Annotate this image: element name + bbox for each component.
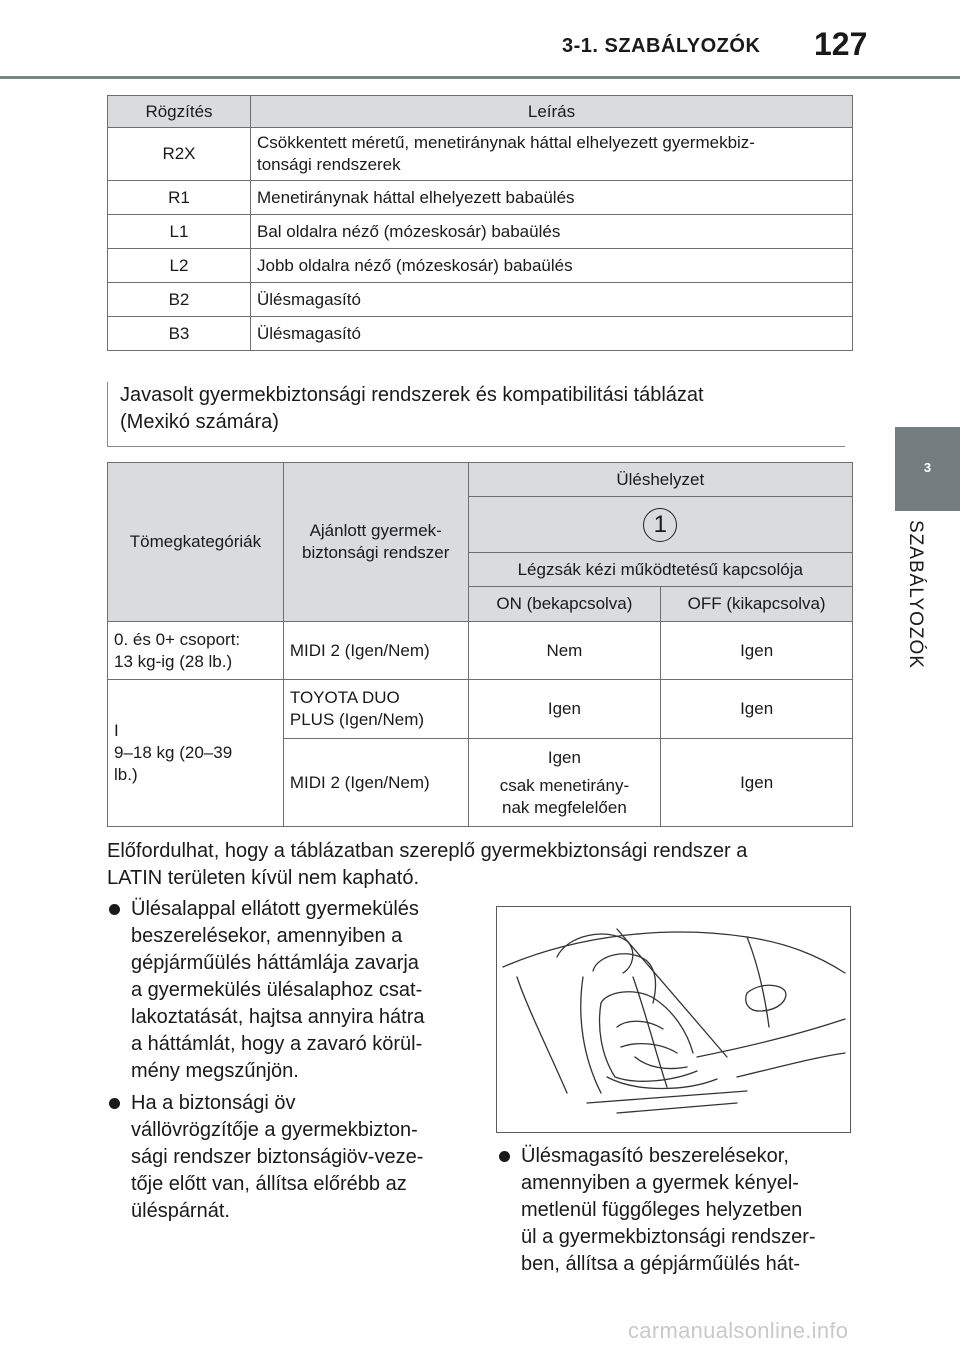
bullet-booster-seat [497, 1143, 847, 1278]
fixing-description [251, 128, 853, 181]
fixing-description: Menetiránynak háttal elhelyezett babaülés [251, 181, 853, 215]
table-row [108, 215, 853, 249]
table-header-row [108, 96, 853, 128]
cell-line: nak megfelelően [502, 797, 627, 817]
availability-note [107, 838, 847, 892]
table-row [108, 181, 853, 215]
fixing-description: Ülésmagasító [251, 317, 853, 351]
bullet-line: beszerelésekor, amennyiben a [131, 925, 403, 947]
compatibility-subheading [107, 382, 845, 447]
cell-line: Igen [547, 747, 581, 767]
fixing-description: Bal oldalra néző (mózeskosár) babaülés [251, 215, 853, 249]
table-row [108, 317, 853, 351]
header-line: Ajánlott gyermek- [309, 521, 442, 540]
header-on: ON (bekapcsolva) [468, 587, 661, 622]
bullet-line: Ha a biztonsági öv [131, 1092, 296, 1114]
watermark: carmanualsonline.info [628, 1318, 849, 1343]
cell-line: PLUS (Igen/Nem) [289, 710, 425, 729]
section-title: 3-1. SZABÁLYOZÓK [562, 35, 761, 57]
seat-number-circle: 1 [643, 508, 677, 542]
table-row [108, 283, 853, 317]
fixing-code: R2X [108, 128, 251, 181]
recommended-system: MIDI 2 (Igen/Nem) [283, 622, 468, 680]
bullet-line: ben, állítsa a gépjárműülés hát- [521, 1253, 801, 1275]
bullet-line: gépjárműülés háttámlája zavarja [131, 952, 419, 974]
header-airbag-switch: Légzsák kézi működtetésű kapcsolója [468, 553, 852, 587]
bullet-dot-icon [499, 1151, 510, 1162]
fixing-code: B2 [108, 283, 251, 317]
table-row [108, 680, 853, 739]
bullet-line: a gyermekülés ülésalaphoz csat- [131, 979, 423, 1001]
bullet-line: mény megszűnjön. [131, 1060, 299, 1082]
page-number: 127 [814, 26, 868, 62]
airbag-off-value: Igen [661, 739, 853, 827]
fixing-code: L2 [108, 249, 251, 283]
fixing-description: Jobb oldalra néző (mózeskosár) babaülés [251, 249, 853, 283]
cell-line: 9–18 kg (20–39 [114, 743, 233, 762]
column-header-fixing: Rögzítés [108, 96, 251, 128]
bullet-line: vállövrögzítője a gyermekbizton- [131, 1119, 418, 1141]
bullet-dot-icon [109, 1098, 120, 1109]
bullet-line: ül a gyermekbiztonsági rendszer- [521, 1226, 816, 1248]
bullet-line: üléspárnát. [131, 1200, 230, 1222]
table-row [108, 249, 853, 283]
bullet-line: amennyiben a gyermek kényel- [521, 1172, 799, 1194]
table-row [108, 128, 853, 181]
header-divider [0, 76, 960, 79]
chapter-tab [895, 427, 960, 511]
airbag-on-value: Nem [468, 622, 661, 680]
airbag-on-value [468, 739, 661, 827]
header-line: biztonsági rendszer [302, 543, 450, 562]
weight-category [108, 680, 284, 827]
bullet-line: Ülésmagasító beszerelésekor, [521, 1145, 789, 1167]
cell-line: 13 kg-ig (28 lb.) [114, 651, 233, 671]
compatibility-table [107, 462, 853, 827]
paragraph-line: LATIN területen kívül nem kapható. [107, 867, 420, 889]
column-header-description: Leírás [251, 96, 853, 128]
subheading-line: (Mexikó számára) [120, 411, 279, 433]
recommended-system [283, 680, 468, 739]
description-line: Csökkentett méretű, menetiránynak háttal elhelyezett gyermekbiz- [257, 133, 755, 152]
fixing-code: B3 [108, 317, 251, 351]
header-weight-category: Tömegkategóriák [108, 463, 284, 622]
airbag-on-value: Igen [468, 680, 661, 739]
header-seat-position: Üléshelyzet [468, 463, 852, 497]
child-seat-illustration [496, 906, 851, 1133]
weight-category [108, 622, 284, 680]
bullet-seat-base [107, 896, 467, 1085]
fixing-code: R1 [108, 181, 251, 215]
paragraph-line: Előfordulhat, hogy a táblázatban szereplő gyermekbiztonsági rendszer a [107, 840, 748, 862]
bullet-line: lakoztatását, hajtsa annyira hátra [131, 1006, 425, 1028]
airbag-off-value: Igen [661, 622, 853, 680]
subheading-line: Javasolt gyermekbiztonsági rendszerek és kompatibilitási táblázat [120, 384, 704, 406]
bullet-dot-icon [109, 904, 120, 915]
chapter-label: SZABÁLYOZÓK [905, 520, 926, 669]
cell-line: lb.) [114, 765, 138, 784]
bullet-line: metlenül függőleges helyzetben [521, 1199, 803, 1221]
fixing-code: L1 [108, 215, 251, 249]
recommended-system: MIDI 2 (Igen/Nem) [283, 739, 468, 827]
car-seat-drawing [497, 907, 849, 1131]
bullet-line: a háttámlát, hogy a zavaró körül- [131, 1033, 423, 1055]
bullet-line: Ülésalappal ellátott gyermekülés [131, 898, 419, 920]
header-recommended-system [283, 463, 468, 622]
bullet-line: tője előtt van, állítsa előrébb az [131, 1173, 407, 1195]
fixing-codes-table [107, 95, 853, 351]
table-row [108, 622, 853, 680]
airbag-off-value: Igen [661, 680, 853, 739]
cell-line: I [114, 721, 119, 740]
cell-line: 0. és 0+ csoport: [114, 629, 241, 649]
header-off: OFF (kikapcsolva) [661, 587, 853, 622]
header-position-number [468, 497, 852, 553]
bullet-line: sági rendszer biztonságiöv-veze- [131, 1146, 424, 1168]
chapter-number: 3 [923, 460, 932, 475]
bullet-belt-anchor [107, 1090, 467, 1225]
cell-line: csak menetirány- [499, 775, 630, 795]
cell-line: TOYOTA DUO [289, 688, 400, 707]
fixing-description: Ülésmagasító [251, 283, 853, 317]
description-line: tonsági rendszerek [257, 155, 401, 174]
